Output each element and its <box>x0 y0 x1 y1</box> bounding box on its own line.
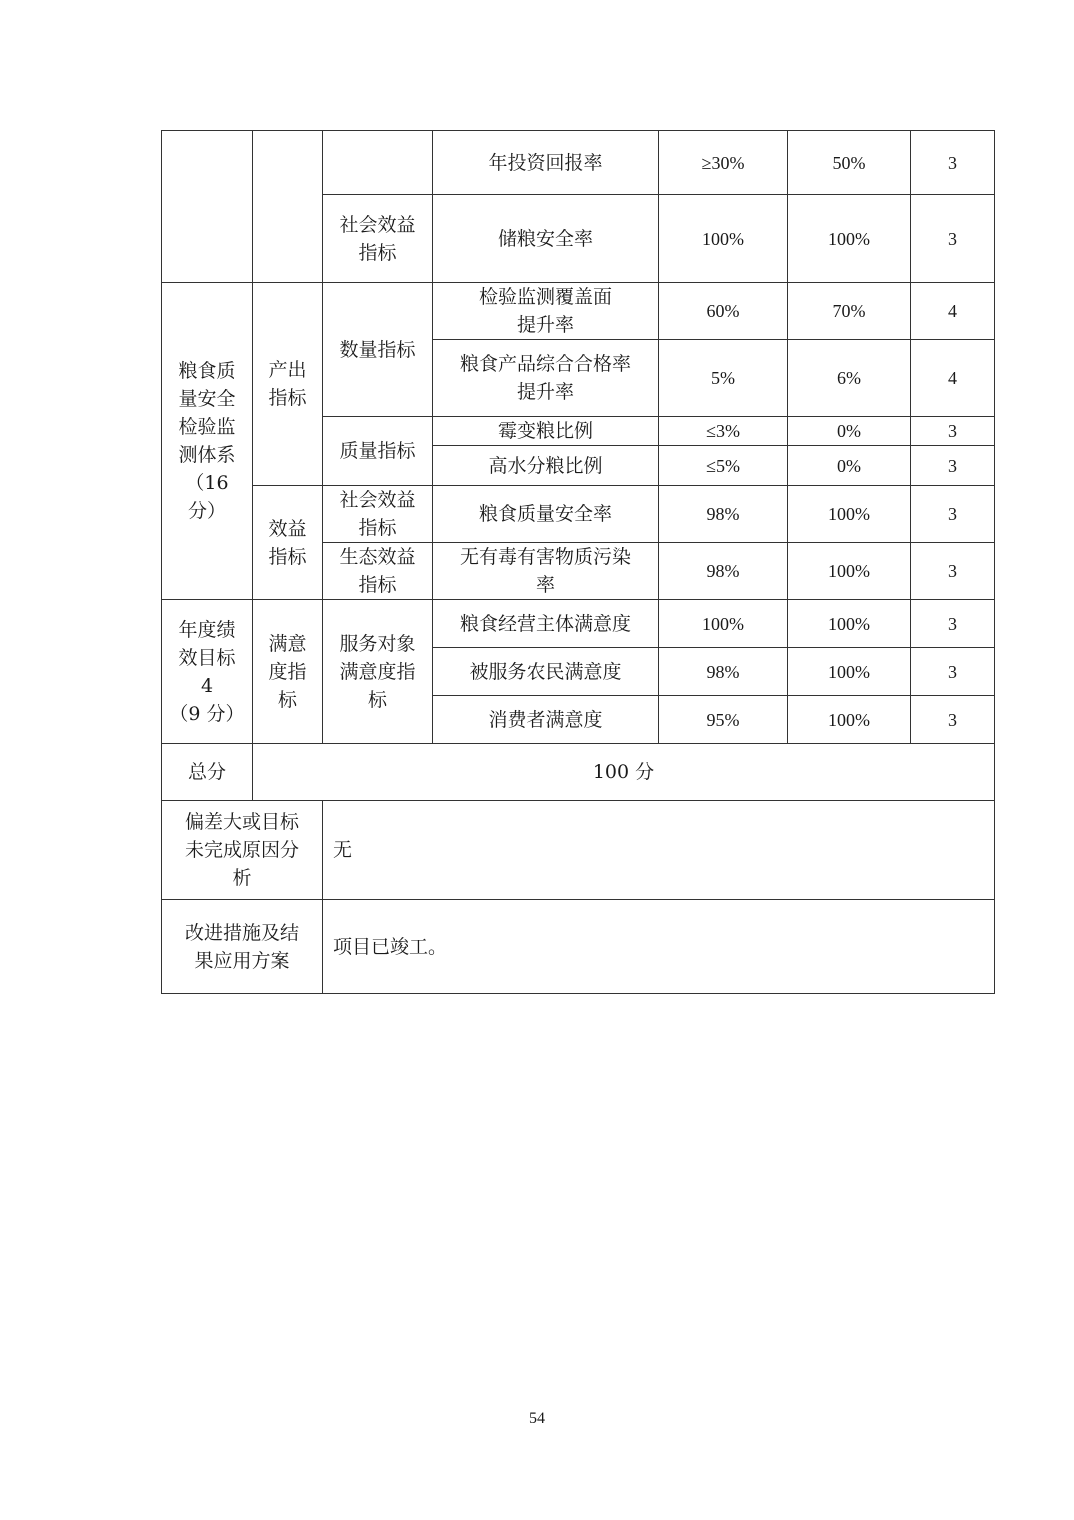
table-row <box>162 486 995 543</box>
output-indicator-cell: 产出 指标 <box>253 283 323 486</box>
empty-category-cell <box>253 131 323 283</box>
target-cell: 95% <box>659 696 788 744</box>
target-cell: 60% <box>659 283 788 340</box>
target-cell: 98% <box>659 543 788 600</box>
improvement-value: 项目已竣工。 <box>323 900 995 994</box>
target-cell: ≥30% <box>659 131 788 195</box>
total-value: 100 分 <box>253 744 995 801</box>
indicator-cell: 被服务农民满意度 <box>433 648 659 696</box>
subcategory-cell: 社会效益 指标 <box>323 195 433 283</box>
target-cell: 100% <box>659 195 788 283</box>
actual-cell: 0% <box>788 446 911 486</box>
indicator-cell: 高水分粮比例 <box>433 446 659 486</box>
table-row <box>162 283 995 340</box>
indicator-cell: 检验监测覆盖面 提升率 <box>433 283 659 340</box>
indicator-cell: 无有毒有害物质污染 率 <box>433 543 659 600</box>
actual-cell: 50% <box>788 131 911 195</box>
score-cell: 3 <box>911 131 995 195</box>
table-row <box>162 801 995 900</box>
subcategory-cell: 服务对象 满意度指 标 <box>323 600 433 744</box>
score-cell: 4 <box>911 283 995 340</box>
empty-category-cell <box>162 131 253 283</box>
actual-cell: 100% <box>788 696 911 744</box>
score-cell: 4 <box>911 340 995 417</box>
score-cell: 3 <box>911 648 995 696</box>
indicator-cell: 储粮安全率 <box>433 195 659 283</box>
actual-cell: 100% <box>788 486 911 543</box>
target-cell: 98% <box>659 486 788 543</box>
indicator-cell: 粮食经营主体满意度 <box>433 600 659 648</box>
subcategory-cell: 社会效益 指标 <box>323 486 433 543</box>
score-cell: 3 <box>911 486 995 543</box>
score-cell: 3 <box>911 417 995 446</box>
actual-cell: 70% <box>788 283 911 340</box>
indicator-cell: 霉变粮比例 <box>433 417 659 446</box>
score-cell: 3 <box>911 195 995 283</box>
satisfaction-indicator-cell: 满意 度指 标 <box>253 600 323 744</box>
actual-cell: 100% <box>788 195 911 283</box>
quality-indicator-cell: 质量指标 <box>323 417 433 486</box>
page-number: 54 <box>529 1410 545 1427</box>
table-row <box>162 744 995 801</box>
table-row <box>162 900 995 994</box>
target-cell: 100% <box>659 600 788 648</box>
indicator-cell: 粮食质量安全率 <box>433 486 659 543</box>
target-cell: 98% <box>659 648 788 696</box>
subcategory-cell: 生态效益 指标 <box>323 543 433 600</box>
category-cell: 粮食质 量安全 检验监 测体系 （16 分） <box>162 283 253 600</box>
quantity-indicator-cell: 数量指标 <box>323 283 433 417</box>
indicator-cell: 消费者满意度 <box>433 696 659 744</box>
indicator-cell: 粮食产品综合合格率 提升率 <box>433 340 659 417</box>
actual-cell: 100% <box>788 543 911 600</box>
deviation-label: 偏差大或目标 未完成原因分 析 <box>162 801 323 900</box>
improvement-label: 改进措施及结 果应用方案 <box>162 900 323 994</box>
score-cell: 3 <box>911 543 995 600</box>
target-cell: ≤5% <box>659 446 788 486</box>
actual-cell: 100% <box>788 648 911 696</box>
benefit-indicator-cell: 效益 指标 <box>253 486 323 600</box>
score-cell: 3 <box>911 696 995 744</box>
empty-category-cell <box>323 131 433 195</box>
total-label: 总分 <box>162 744 253 801</box>
score-cell: 3 <box>911 600 995 648</box>
target-cell: 5% <box>659 340 788 417</box>
target-cell: ≤3% <box>659 417 788 446</box>
table-row <box>162 131 995 195</box>
table-row <box>162 600 995 648</box>
score-cell: 3 <box>911 446 995 486</box>
actual-cell: 6% <box>788 340 911 417</box>
indicator-cell: 年投资回报率 <box>433 131 659 195</box>
performance-table <box>161 130 995 994</box>
deviation-value: 无 <box>323 801 995 900</box>
actual-cell: 0% <box>788 417 911 446</box>
actual-cell: 100% <box>788 600 911 648</box>
category-cell: 年度绩 效目标 4 （9 分） <box>162 600 253 744</box>
